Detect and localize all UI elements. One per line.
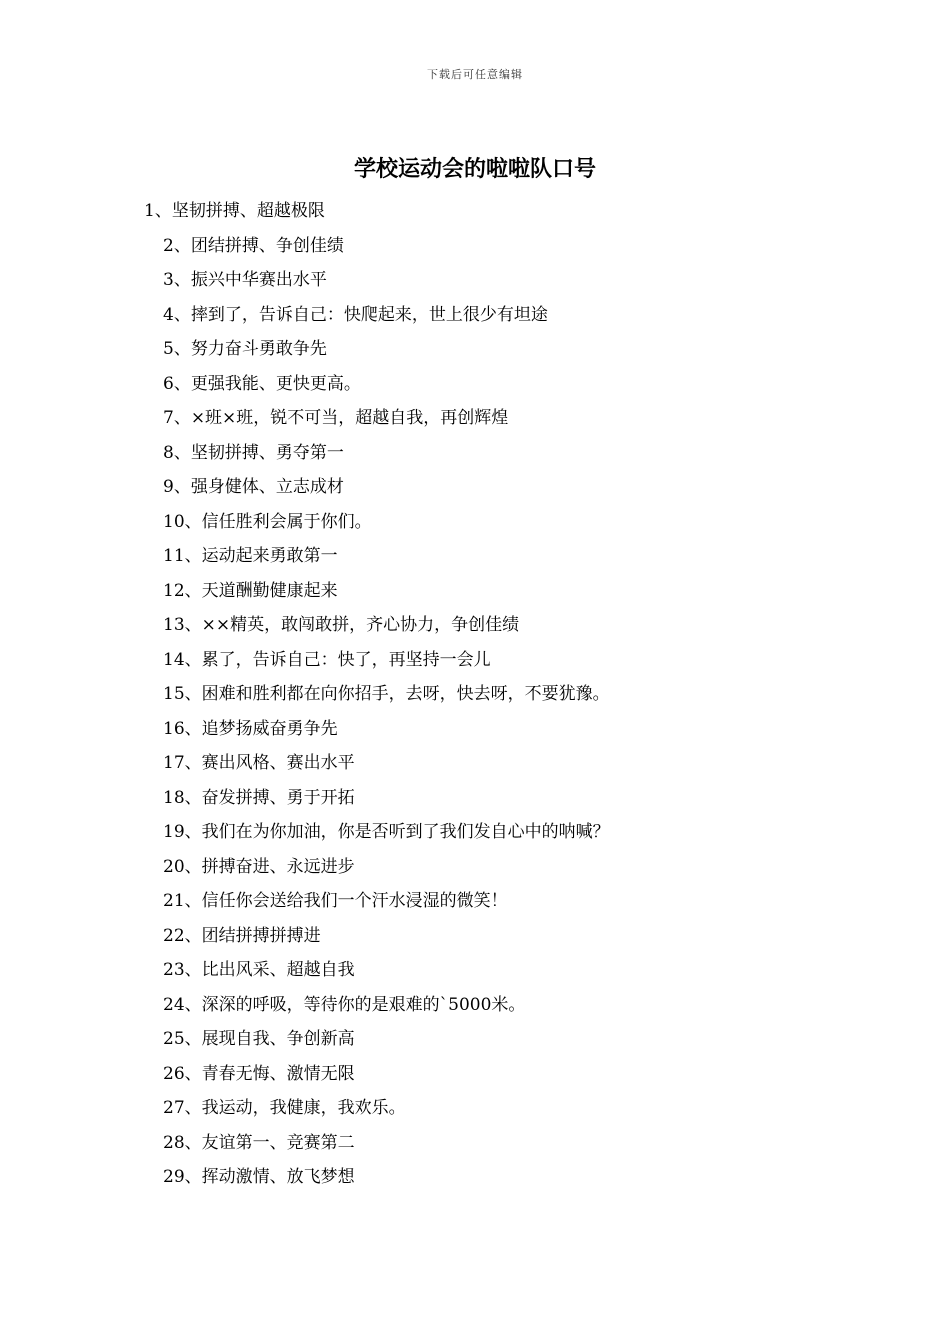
slogan-item: 12、天道酬勤健康起来 — [163, 580, 338, 601]
slogan-item: 14、累了，告诉自己：快了，再坚持一会儿 — [163, 649, 491, 670]
slogan-item: 22、团结拼搏拼搏进 — [163, 925, 321, 946]
slogan-item: 11、运动起来勇敢第一 — [163, 546, 338, 566]
slogan-item: 13、××精英，敢闯敢拼，齐心协力，争创佳绩 — [163, 615, 520, 635]
slogan-item: 18、奋发拼搏、勇于开拓 — [163, 787, 355, 808]
slogan-item: 3、振兴中华赛出水平 — [163, 270, 327, 290]
slogan-item: 26、青春无悔、激情无限 — [163, 1063, 355, 1084]
slogan-item: 17、赛出风格、赛出水平 — [163, 753, 355, 773]
slogan-item: 24、深深的呼吸，等待你的是艰难的`5000米。 — [163, 994, 526, 1015]
page-header-note: 下载后可任意编辑 — [427, 68, 523, 81]
slogan-item: 16、追梦扬威奋勇争先 — [163, 718, 338, 739]
slogan-item: 5、努力奋斗勇敢争先 — [163, 339, 327, 359]
slogan-item: 20、拼搏奋进、永远进步 — [163, 856, 355, 877]
document-title: 学校运动会的啦啦队口号 — [353, 157, 596, 182]
slogan-item: 9、强身健体、立志成材 — [163, 477, 344, 497]
slogan-item: 8、坚韧拼搏、勇夺第一 — [163, 442, 344, 463]
slogan-item: 15、困难和胜利都在向你招手，去呀，快去呀，不要犹豫。 — [163, 684, 610, 704]
slogan-item: 2、团结拼搏、争创佳绩 — [163, 235, 344, 256]
slogan-item: 21、信任你会送给我们一个汗水浸湿的微笑！ — [163, 891, 508, 911]
slogan-item: 19、我们在为你加油，你是否听到了我们发自心中的呐喊？ — [163, 822, 610, 842]
slogan-item: 28、友谊第一、竞赛第二 — [163, 1132, 355, 1153]
slogan-item: 10、信任胜利会属于你们。 — [163, 511, 372, 532]
slogan-item: 6、更强我能、更快更高。 — [163, 373, 361, 394]
slogan-item: 4、摔到了，告诉自己：快爬起来，世上很少有坦途 — [163, 304, 548, 325]
slogan-item: 25、展现自我、争创新高 — [163, 1029, 355, 1049]
slogan-item: 1、坚韧拼搏、超越极限 — [144, 201, 325, 221]
slogan-list — [0, 196, 950, 1197]
slogan-item: 27、我运动，我健康，我欢乐。 — [163, 1098, 406, 1118]
slogan-item: 29、挥动激情、放飞梦想 — [163, 1167, 355, 1187]
slogan-item: 23、比出风采、超越自我 — [163, 960, 355, 980]
slogan-item: 7、×班×班，锐不可当，超越自我，再创辉煌 — [163, 408, 509, 428]
